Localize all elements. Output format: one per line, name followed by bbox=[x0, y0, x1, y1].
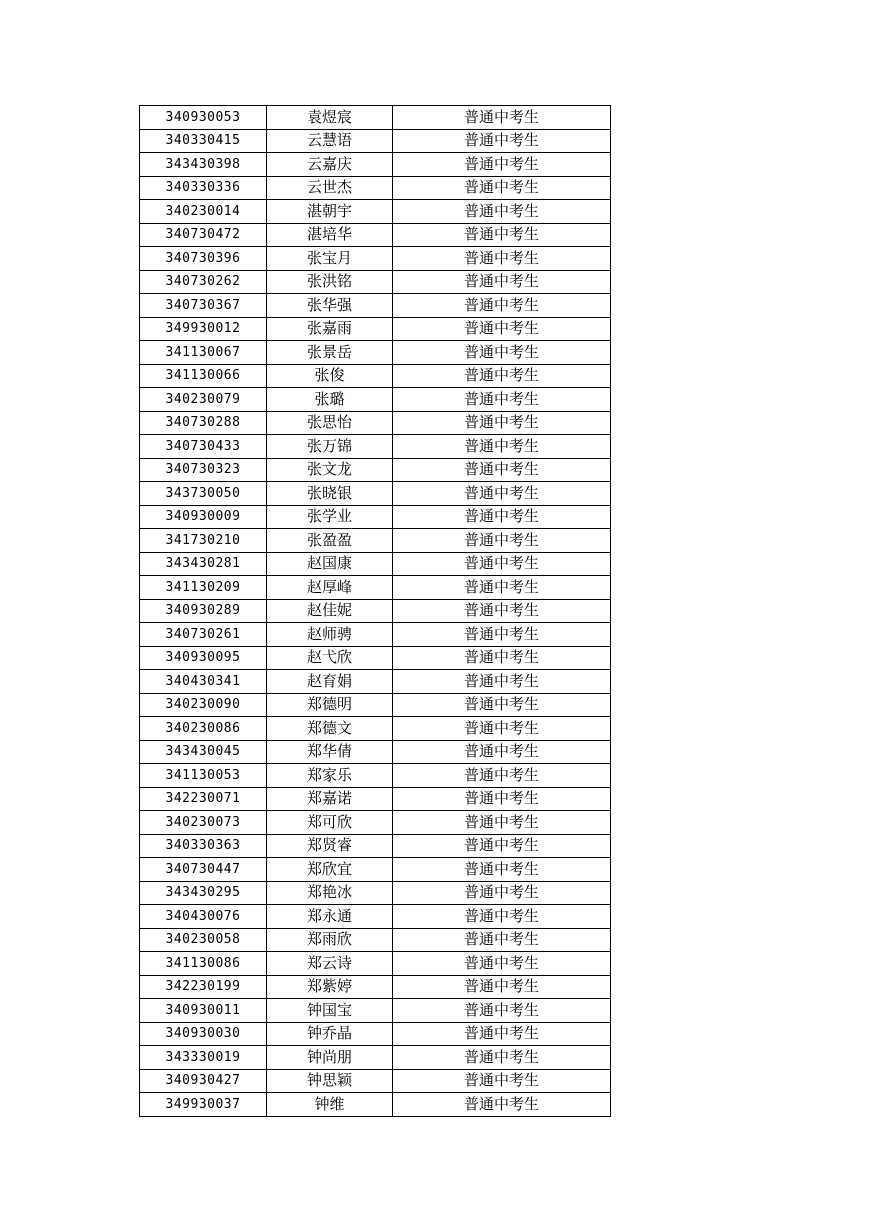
student-name-cell: 钟维 bbox=[267, 1093, 393, 1117]
student-category-cell: 普通中考生 bbox=[393, 435, 611, 459]
exam-id-cell: 340930427 bbox=[140, 1069, 267, 1093]
exam-id-cell: 340330336 bbox=[140, 176, 267, 200]
exam-id-cell: 341730210 bbox=[140, 529, 267, 553]
exam-id-cell: 343430045 bbox=[140, 740, 267, 764]
roster-table-body bbox=[140, 106, 611, 1117]
student-name-cell: 张盈盈 bbox=[267, 529, 393, 553]
exam-id-cell: 340730323 bbox=[140, 458, 267, 482]
table-row bbox=[140, 811, 611, 835]
table-row bbox=[140, 1093, 611, 1117]
exam-id-cell: 341130066 bbox=[140, 364, 267, 388]
student-category-cell: 普通中考生 bbox=[393, 1022, 611, 1046]
student-category-cell: 普通中考生 bbox=[393, 858, 611, 882]
student-name-cell: 湛朝宇 bbox=[267, 200, 393, 224]
student-category-cell: 普通中考生 bbox=[393, 623, 611, 647]
student-name-cell: 赵育娟 bbox=[267, 670, 393, 694]
student-category-cell: 普通中考生 bbox=[393, 317, 611, 341]
student-category-cell: 普通中考生 bbox=[393, 388, 611, 412]
student-category-cell: 普通中考生 bbox=[393, 975, 611, 999]
student-name-cell: 云嘉庆 bbox=[267, 153, 393, 177]
table-row bbox=[140, 599, 611, 623]
exam-id-cell: 343330019 bbox=[140, 1046, 267, 1070]
exam-id-cell: 340930009 bbox=[140, 505, 267, 529]
exam-id-cell: 340930095 bbox=[140, 646, 267, 670]
table-row bbox=[140, 364, 611, 388]
table-row bbox=[140, 529, 611, 553]
exam-id-cell: 343430398 bbox=[140, 153, 267, 177]
exam-id-cell: 340730472 bbox=[140, 223, 267, 247]
table-row bbox=[140, 200, 611, 224]
student-category-cell: 普通中考生 bbox=[393, 1046, 611, 1070]
student-category-cell: 普通中考生 bbox=[393, 928, 611, 952]
student-category-cell: 普通中考生 bbox=[393, 1093, 611, 1117]
table-row bbox=[140, 552, 611, 576]
student-name-cell: 湛培华 bbox=[267, 223, 393, 247]
table-row bbox=[140, 576, 611, 600]
exam-id-cell: 349930037 bbox=[140, 1093, 267, 1117]
table-row bbox=[140, 317, 611, 341]
exam-id-cell: 340730367 bbox=[140, 294, 267, 318]
student-name-cell: 张晓银 bbox=[267, 482, 393, 506]
student-category-cell: 普通中考生 bbox=[393, 576, 611, 600]
student-name-cell: 郑贤睿 bbox=[267, 834, 393, 858]
student-name-cell: 张景岳 bbox=[267, 341, 393, 365]
student-name-cell: 钟乔晶 bbox=[267, 1022, 393, 1046]
student-name-cell: 郑华倩 bbox=[267, 740, 393, 764]
exam-id-cell: 341130209 bbox=[140, 576, 267, 600]
student-category-cell: 普通中考生 bbox=[393, 529, 611, 553]
table-row bbox=[140, 176, 611, 200]
table-row bbox=[140, 153, 611, 177]
exam-id-cell: 340330415 bbox=[140, 129, 267, 153]
exam-id-cell: 341130067 bbox=[140, 341, 267, 365]
student-name-cell: 赵国康 bbox=[267, 552, 393, 576]
student-category-cell: 普通中考生 bbox=[393, 764, 611, 788]
table-row bbox=[140, 952, 611, 976]
student-name-cell: 张华强 bbox=[267, 294, 393, 318]
exam-id-cell: 340230058 bbox=[140, 928, 267, 952]
student-category-cell: 普通中考生 bbox=[393, 834, 611, 858]
student-category-cell: 普通中考生 bbox=[393, 881, 611, 905]
student-name-cell: 郑永通 bbox=[267, 905, 393, 929]
table-row bbox=[140, 787, 611, 811]
student-name-cell: 钟国宝 bbox=[267, 999, 393, 1023]
student-name-cell: 张宝月 bbox=[267, 247, 393, 271]
student-category-cell: 普通中考生 bbox=[393, 999, 611, 1023]
student-category-cell: 普通中考生 bbox=[393, 294, 611, 318]
table-row bbox=[140, 1069, 611, 1093]
student-name-cell: 赵厚峰 bbox=[267, 576, 393, 600]
student-category-cell: 普通中考生 bbox=[393, 505, 611, 529]
student-name-cell: 钟尚朋 bbox=[267, 1046, 393, 1070]
student-category-cell: 普通中考生 bbox=[393, 223, 611, 247]
table-row bbox=[140, 928, 611, 952]
student-name-cell: 张璐 bbox=[267, 388, 393, 412]
table-row bbox=[140, 975, 611, 999]
exam-id-cell: 340430076 bbox=[140, 905, 267, 929]
exam-id-cell: 340730288 bbox=[140, 411, 267, 435]
student-category-cell: 普通中考生 bbox=[393, 482, 611, 506]
student-name-cell: 郑嘉诺 bbox=[267, 787, 393, 811]
table-row bbox=[140, 999, 611, 1023]
table-row bbox=[140, 693, 611, 717]
student-category-cell: 普通中考生 bbox=[393, 670, 611, 694]
student-category-cell: 普通中考生 bbox=[393, 693, 611, 717]
student-category-cell: 普通中考生 bbox=[393, 905, 611, 929]
student-name-cell: 郑德文 bbox=[267, 717, 393, 741]
student-name-cell: 郑艳冰 bbox=[267, 881, 393, 905]
student-category-cell: 普通中考生 bbox=[393, 176, 611, 200]
student-name-cell: 张思怡 bbox=[267, 411, 393, 435]
student-name-cell: 郑云诗 bbox=[267, 952, 393, 976]
student-name-cell: 钟思颖 bbox=[267, 1069, 393, 1093]
exam-id-cell: 340330363 bbox=[140, 834, 267, 858]
student-name-cell: 赵师骋 bbox=[267, 623, 393, 647]
table-row bbox=[140, 270, 611, 294]
exam-id-cell: 340430341 bbox=[140, 670, 267, 694]
table-row bbox=[140, 1046, 611, 1070]
exam-id-cell: 340930030 bbox=[140, 1022, 267, 1046]
student-category-cell: 普通中考生 bbox=[393, 599, 611, 623]
student-name-cell: 郑紫婷 bbox=[267, 975, 393, 999]
student-name-cell: 张嘉雨 bbox=[267, 317, 393, 341]
table-row bbox=[140, 717, 611, 741]
student-name-cell: 张万锦 bbox=[267, 435, 393, 459]
student-category-cell: 普通中考生 bbox=[393, 106, 611, 130]
table-row bbox=[140, 341, 611, 365]
exam-id-cell: 340930053 bbox=[140, 106, 267, 130]
student-name-cell: 张俊 bbox=[267, 364, 393, 388]
student-name-cell: 郑欣宜 bbox=[267, 858, 393, 882]
exam-id-cell: 340730396 bbox=[140, 247, 267, 271]
student-category-cell: 普通中考生 bbox=[393, 411, 611, 435]
student-category-cell: 普通中考生 bbox=[393, 1069, 611, 1093]
student-category-cell: 普通中考生 bbox=[393, 458, 611, 482]
exam-id-cell: 340730262 bbox=[140, 270, 267, 294]
exam-id-cell: 341130086 bbox=[140, 952, 267, 976]
exam-id-cell: 340230079 bbox=[140, 388, 267, 412]
student-category-cell: 普通中考生 bbox=[393, 270, 611, 294]
student-name-cell: 袁煜宸 bbox=[267, 106, 393, 130]
student-name-cell: 郑家乐 bbox=[267, 764, 393, 788]
table-row bbox=[140, 458, 611, 482]
table-row bbox=[140, 482, 611, 506]
student-name-cell: 云慧语 bbox=[267, 129, 393, 153]
table-row bbox=[140, 764, 611, 788]
exam-id-cell: 343430281 bbox=[140, 552, 267, 576]
exam-id-cell: 340930011 bbox=[140, 999, 267, 1023]
student-name-cell: 张文龙 bbox=[267, 458, 393, 482]
student-category-cell: 普通中考生 bbox=[393, 364, 611, 388]
student-category-cell: 普通中考生 bbox=[393, 153, 611, 177]
student-category-cell: 普通中考生 bbox=[393, 952, 611, 976]
student-category-cell: 普通中考生 bbox=[393, 787, 611, 811]
student-category-cell: 普通中考生 bbox=[393, 341, 611, 365]
exam-id-cell: 340230014 bbox=[140, 200, 267, 224]
exam-id-cell: 342230071 bbox=[140, 787, 267, 811]
table-row bbox=[140, 505, 611, 529]
table-row bbox=[140, 294, 611, 318]
exam-id-cell: 340730433 bbox=[140, 435, 267, 459]
student-category-cell: 普通中考生 bbox=[393, 717, 611, 741]
exam-id-cell: 341130053 bbox=[140, 764, 267, 788]
exam-id-cell: 342230199 bbox=[140, 975, 267, 999]
table-row bbox=[140, 646, 611, 670]
table-row bbox=[140, 129, 611, 153]
student-category-cell: 普通中考生 bbox=[393, 129, 611, 153]
table-row bbox=[140, 223, 611, 247]
exam-id-cell: 340730261 bbox=[140, 623, 267, 647]
table-row bbox=[140, 106, 611, 130]
student-name-cell: 张洪铭 bbox=[267, 270, 393, 294]
table-row bbox=[140, 411, 611, 435]
student-name-cell: 郑可欣 bbox=[267, 811, 393, 835]
table-row bbox=[140, 881, 611, 905]
exam-id-cell: 343730050 bbox=[140, 482, 267, 506]
student-roster-table bbox=[139, 105, 611, 1117]
table-row bbox=[140, 834, 611, 858]
student-name-cell: 郑雨欣 bbox=[267, 928, 393, 952]
student-name-cell: 赵弋欣 bbox=[267, 646, 393, 670]
table-row bbox=[140, 670, 611, 694]
exam-id-cell: 349930012 bbox=[140, 317, 267, 341]
student-name-cell: 云世杰 bbox=[267, 176, 393, 200]
exam-id-cell: 340930289 bbox=[140, 599, 267, 623]
student-name-cell: 赵佳妮 bbox=[267, 599, 393, 623]
student-category-cell: 普通中考生 bbox=[393, 200, 611, 224]
exam-id-cell: 340730447 bbox=[140, 858, 267, 882]
student-category-cell: 普通中考生 bbox=[393, 740, 611, 764]
student-category-cell: 普通中考生 bbox=[393, 552, 611, 576]
table-row bbox=[140, 1022, 611, 1046]
student-category-cell: 普通中考生 bbox=[393, 247, 611, 271]
exam-id-cell: 340230073 bbox=[140, 811, 267, 835]
table-row bbox=[140, 388, 611, 412]
exam-id-cell: 343430295 bbox=[140, 881, 267, 905]
table-row bbox=[140, 858, 611, 882]
student-name-cell: 张学业 bbox=[267, 505, 393, 529]
table-row bbox=[140, 905, 611, 929]
student-name-cell: 郑德明 bbox=[267, 693, 393, 717]
table-row bbox=[140, 623, 611, 647]
exam-id-cell: 340230090 bbox=[140, 693, 267, 717]
exam-id-cell: 340230086 bbox=[140, 717, 267, 741]
student-category-cell: 普通中考生 bbox=[393, 646, 611, 670]
student-category-cell: 普通中考生 bbox=[393, 811, 611, 835]
table-row bbox=[140, 435, 611, 459]
table-row bbox=[140, 247, 611, 271]
table-row bbox=[140, 740, 611, 764]
